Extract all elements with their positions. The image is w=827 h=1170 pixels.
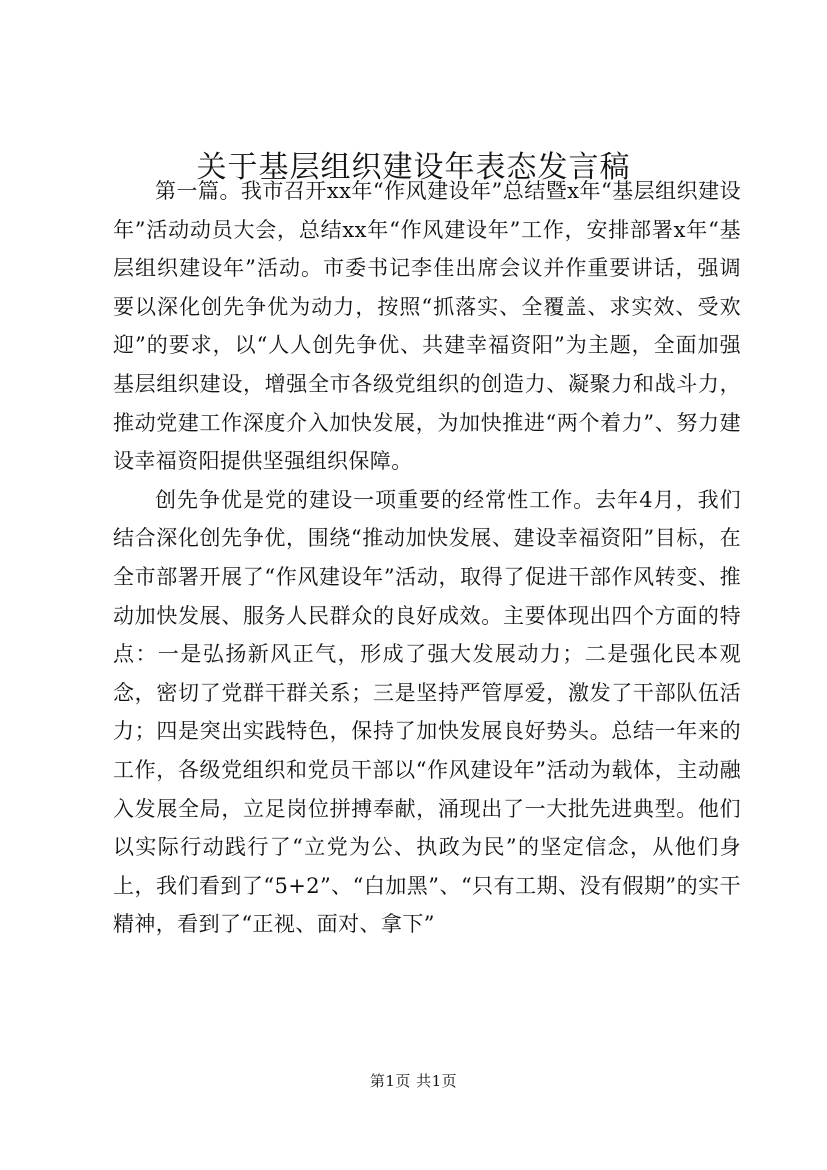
paragraph: 创先争优是党的建设一项重要的经常性工作。去年4月，我们结合深化创先争优，围绕“推动加快发展、建设幸福资阳”目标，在全市部署开展了“作风建设年”活动，取得了促进干部作风转变、推动加快发展、服务人民群众的良好成效。主要体现出四个方面的特点：一是弘扬新风正气，形成了强大发展动力；二是强化民本观念，密切了党群干群关系；三是坚持严管厚爱，激发了干部队伍活力；四是突出实践特色，保持了加快发展良好势头。总结一年来的工作，各级党组织和党员干部以“作风建设年”活动为载体，主动融入发展全局，立足岗位拼搏奉献，涌现出了一大批先进典型。他们以实际行动践行了“立党为公、执政为民”的坚定信念，从他们身上，我们看到了“5+2”、“白加黑”、“只有工期、没有假期”的实干精神，看到了“正视、面对、拿下” [113,487,741,937]
page-number-footer: 第1页 共1页 [369,1072,458,1090]
document-title: 关于基层组织建设年表态发言稿 [196,150,631,185]
document-body [113,172,741,944]
paragraph: 第一篇。我市召开xx年“作风建设年”总结暨x年“基层组织建设年”活动动员大会，总结xx年“作风建设年”工作，安排部署x年“基层组织建设年”活动。市委书记李佳出席会议并作重要讲话，强调要以深化创先争优为动力，按照“抓落实、全覆盖、求实效、受欢迎”的要求，以“人人创先争优、共建幸福资阳”为主题，全面加强基层组织建设，增强全市各级党组织的创造力、凝聚力和战斗力，推动党建工作深度介入加快发展，为加快推进“两个着力”、努力建设幸福资阳提供坚强组织保障。 [113,179,741,474]
